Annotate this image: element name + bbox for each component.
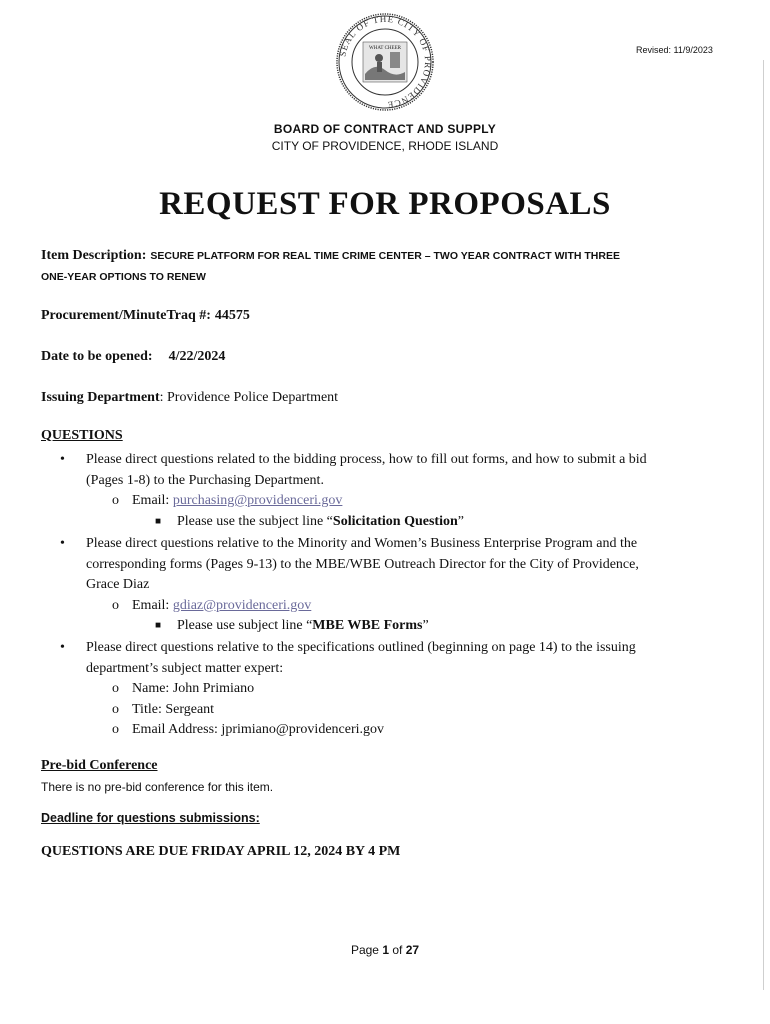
bullet1-line1: Please direct questions related to the bidding process, how to fill out forms, and how to submit a bid xyxy=(86,452,647,467)
bullet3-line2: department’s subject matter expert: xyxy=(86,660,284,676)
subject-close: ” xyxy=(422,618,429,633)
subject-text: Please use subject line “ xyxy=(177,618,313,633)
bullet2-line3: Grace Diaz xyxy=(86,577,150,592)
subject-text: Please use the subject line “ xyxy=(177,513,333,529)
contact-email: Email Address: jprimiano@providenceri.gov xyxy=(132,722,385,737)
page-edge-divider xyxy=(763,60,764,990)
item-description-line1: SECURE PLATFORM FOR REAL TIME CRIME CENTER – TWO YEAR CONTRACT WITH THREE xyxy=(150,250,620,262)
subject-bold: Solicitation Question xyxy=(332,513,458,529)
city-seal xyxy=(335,12,435,112)
procurement-value: 44575 xyxy=(214,308,250,323)
date-opened-label: Date to be opened: xyxy=(41,349,153,364)
bullet1-line2: (Pages 1-8) to the Purchasing Department. xyxy=(86,472,324,488)
procurement-label: Procurement/MinuteTraq #: xyxy=(41,308,211,323)
bullet3-line1: Please direct questions relative to the specifications outlined (beginning on page 14) to the issuing xyxy=(86,640,636,655)
date-opened-value: 4/22/2024 xyxy=(168,349,226,364)
mbe-email-link[interactable]: gdiaz@providenceri.gov xyxy=(172,597,312,613)
prebid-text: There is no pre-bid conference for this item. xyxy=(41,780,274,794)
subject-bold: MBE WBE Forms xyxy=(312,618,423,633)
issuing-department-label: Issuing Department xyxy=(41,390,160,405)
deadline-text: QUESTIONS ARE DUE FRIDAY APRIL 12, 2024 BY 4 PM xyxy=(41,844,401,859)
page-of: of xyxy=(389,943,406,957)
deadline-heading: Deadline for questions submissions: xyxy=(41,811,260,825)
revised-date: Revised: 11/9/2023 xyxy=(636,45,713,55)
subject-close: ” xyxy=(457,513,464,529)
board-name: BOARD OF CONTRACT AND SUPPLY xyxy=(273,122,497,136)
page-number xyxy=(0,943,770,957)
issuing-department-value: Providence Police Department xyxy=(167,390,339,405)
email-label: Email: xyxy=(132,493,170,508)
procurement-number xyxy=(41,306,250,324)
seal-text: SEAL OF THE CITY OF PROVIDENCE xyxy=(337,13,434,111)
contact-name: Name: John Primiano xyxy=(132,681,255,696)
email-label: Email: xyxy=(132,597,170,613)
item-description xyxy=(41,245,731,287)
seal-inner-text: WHAT CHEER xyxy=(369,46,401,51)
issuing-department: Issuing Department: Providence Police Department xyxy=(41,390,339,405)
item-description-line2: ONE-YEAR OPTIONS TO RENEW xyxy=(41,271,206,283)
city-name: CITY OF PROVIDENCE, RHODE ISLAND xyxy=(271,139,499,153)
page-label: Page xyxy=(350,943,383,957)
prebid-heading: Pre-bid Conference xyxy=(41,758,158,773)
page-title: REQUEST FOR PROPOSALS xyxy=(159,186,611,222)
questions-heading: QUESTIONS xyxy=(41,428,123,443)
bullet2-line2: corresponding forms (Pages 9-13) to the MBE/WBE Outreach Director for the City of Providence, xyxy=(86,556,639,572)
page-current: 1 xyxy=(382,943,389,957)
date-opened xyxy=(41,347,225,365)
item-description-label: Item Description: xyxy=(41,248,147,263)
purchasing-email-link[interactable]: purchasing@providenceri.gov xyxy=(172,493,343,508)
contact-title: Title: Sergeant xyxy=(132,701,215,717)
page-total: 27 xyxy=(405,943,420,957)
bullet2-line1: Please direct questions relative to the Minority and Women’s Business Enterprise Program and the xyxy=(86,536,638,551)
